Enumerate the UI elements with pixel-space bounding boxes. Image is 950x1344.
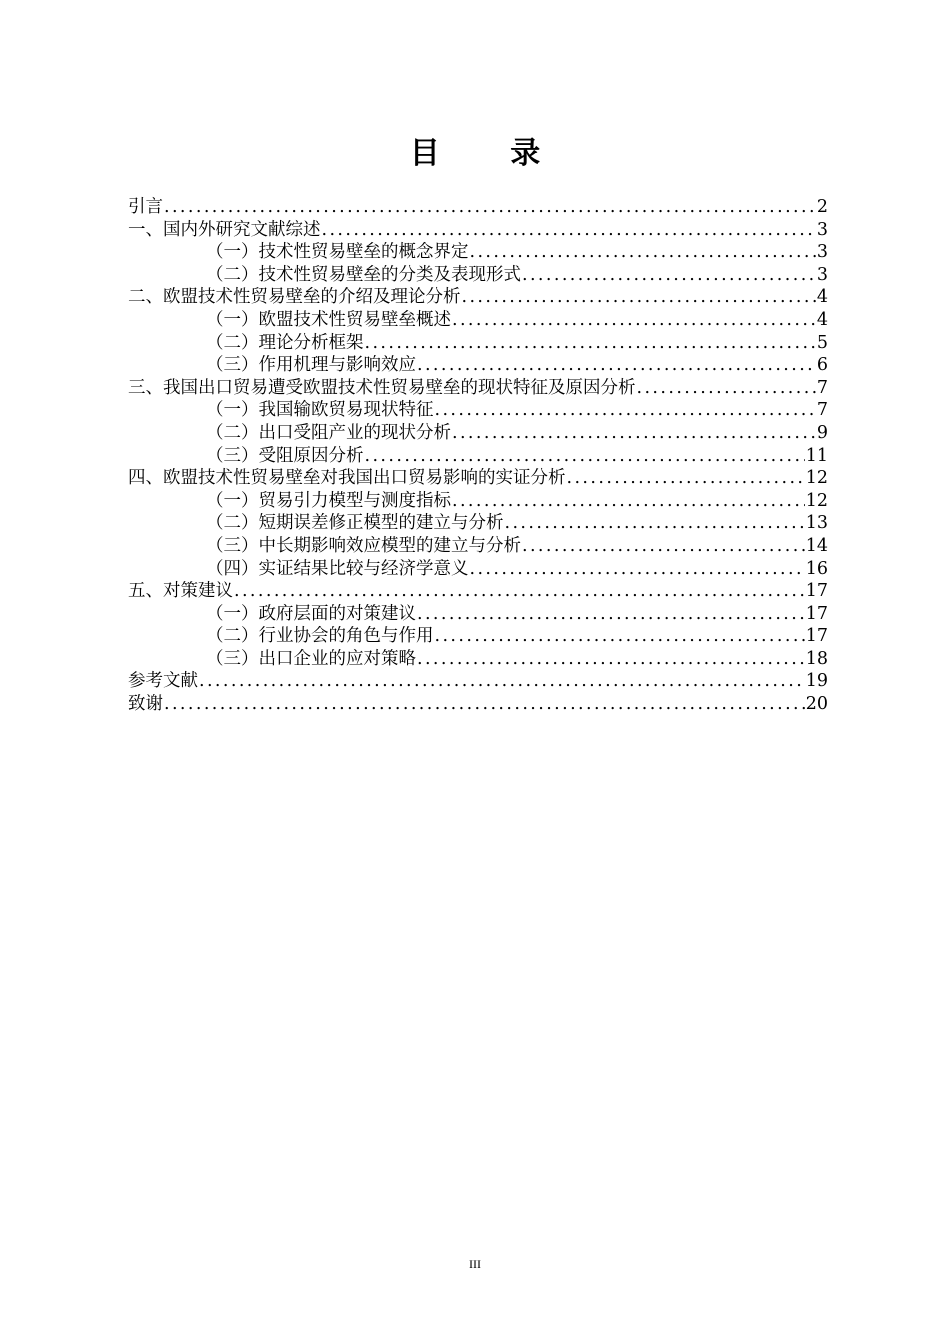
toc-entry-title: 出口企业的应对策略 bbox=[258, 648, 416, 669]
toc-entry-page: 2 bbox=[816, 197, 828, 217]
toc-dot-leader bbox=[452, 490, 805, 513]
toc-dot-leader bbox=[505, 512, 805, 535]
toc-entry-number: （一） bbox=[206, 242, 259, 263]
toc-entry-title: 中长期影响效应模型的建立与分析 bbox=[258, 535, 521, 556]
toc-dot-leader bbox=[417, 648, 805, 671]
toc-entry-number: （四） bbox=[206, 558, 259, 579]
toc-entry-page: 17 bbox=[805, 603, 828, 624]
toc-entry[interactable] bbox=[128, 490, 828, 513]
toc-entry-title: 欧盟技术性贸易壁垒的介绍及理论分析 bbox=[163, 287, 461, 308]
toc-entry-page: 3 bbox=[816, 219, 828, 240]
toc-entry-page: 7 bbox=[816, 400, 828, 421]
toc-dot-leader bbox=[462, 286, 816, 309]
toc-entry[interactable] bbox=[128, 309, 828, 332]
toc-entry[interactable] bbox=[128, 399, 828, 422]
toc-dot-leader bbox=[567, 467, 805, 490]
toc-dot-leader bbox=[365, 332, 816, 355]
toc-entry-title: 技术性贸易壁垒的分类及表现形式 bbox=[258, 264, 521, 285]
toc-entry-title: 受阻原因分析 bbox=[258, 445, 364, 466]
toc-title: 目 录 bbox=[409, 136, 571, 171]
toc-entry-number: （二） bbox=[206, 513, 259, 534]
toc-entry-title: 出口受阻产业的现状分析 bbox=[258, 422, 451, 443]
toc-entry[interactable] bbox=[128, 693, 828, 716]
toc-entry[interactable] bbox=[128, 648, 828, 671]
toc-entry-number: 四、 bbox=[128, 468, 163, 489]
toc-entry-number: （三） bbox=[206, 535, 259, 556]
toc-entry-page: 3 bbox=[816, 264, 828, 285]
toc-entry[interactable] bbox=[128, 332, 828, 355]
toc-entry-page: 16 bbox=[805, 558, 828, 579]
toc-entry-title: 引言 bbox=[128, 197, 163, 217]
toc-entry[interactable] bbox=[128, 196, 828, 219]
toc-entry[interactable] bbox=[128, 241, 828, 264]
toc-entry-page: 9 bbox=[816, 422, 828, 443]
toc-entry[interactable] bbox=[128, 467, 828, 490]
toc-entry-title: 行业协会的角色与作用 bbox=[258, 626, 434, 647]
toc-entry[interactable] bbox=[128, 670, 828, 693]
toc-entry-number: 五、 bbox=[128, 581, 163, 602]
toc-entry-page: 20 bbox=[805, 694, 828, 715]
toc-entry[interactable] bbox=[128, 603, 828, 626]
toc-entry-page: 17 bbox=[805, 626, 828, 647]
toc-entry-title: 技术性贸易壁垒的概念界定 bbox=[258, 242, 469, 263]
toc-entry-page: 5 bbox=[816, 332, 828, 353]
toc-entry-title: 作用机理与影响效应 bbox=[258, 355, 416, 376]
toc-entry[interactable] bbox=[128, 445, 828, 468]
toc-entry-title: 参考文献 bbox=[128, 671, 198, 692]
toc-entry-page: 11 bbox=[805, 445, 828, 466]
toc-entry-number: 二、 bbox=[128, 287, 163, 308]
toc-entry-title: 欧盟技术性贸易壁垒对我国出口贸易影响的实证分析 bbox=[163, 468, 566, 489]
toc-entry-title: 理论分析框架 bbox=[258, 332, 364, 353]
toc-entry[interactable] bbox=[128, 219, 828, 242]
toc-dot-leader bbox=[164, 693, 805, 716]
toc-dot-leader bbox=[199, 670, 805, 693]
toc-dot-leader bbox=[417, 354, 816, 377]
toc-entry-page: 4 bbox=[816, 287, 828, 308]
toc-entry-page: 6 bbox=[816, 355, 828, 376]
toc-entry-title: 欧盟技术性贸易壁垒概述 bbox=[258, 309, 451, 330]
toc-entry-title: 实证结果比较与经济学意义 bbox=[258, 558, 469, 579]
toc-dot-leader bbox=[470, 558, 805, 581]
toc-dot-leader bbox=[365, 445, 805, 468]
toc-entry-number: （一） bbox=[206, 490, 259, 511]
toc-dot-leader bbox=[417, 603, 805, 626]
toc-entry-number: （三） bbox=[206, 445, 259, 466]
toc-dot-leader bbox=[452, 422, 816, 445]
toc-dot-leader bbox=[435, 625, 805, 648]
toc-entry[interactable] bbox=[128, 625, 828, 648]
toc-dot-leader bbox=[435, 399, 816, 422]
toc-dot-leader bbox=[522, 535, 805, 558]
toc-entry[interactable] bbox=[128, 377, 828, 400]
toc-entry[interactable] bbox=[128, 354, 828, 377]
toc-entry-page: 12 bbox=[805, 468, 828, 489]
toc-entry[interactable] bbox=[128, 286, 828, 309]
toc-entry-page: 18 bbox=[805, 648, 828, 669]
toc-entry-title: 短期误差修正模型的建立与分析 bbox=[258, 513, 504, 534]
toc-entry-page: 13 bbox=[805, 513, 828, 534]
toc-dot-leader bbox=[164, 196, 816, 219]
toc-entry-page: 14 bbox=[805, 535, 828, 556]
toc-entry-number: （二） bbox=[206, 332, 259, 353]
toc-entry-number: （二） bbox=[206, 264, 259, 285]
toc-entry-number: 三、 bbox=[128, 377, 163, 398]
toc-entry-title: 致谢 bbox=[128, 694, 163, 715]
page-number: III bbox=[469, 1257, 481, 1271]
toc-entry-page: 12 bbox=[805, 490, 828, 511]
toc-entry-number: （二） bbox=[206, 626, 259, 647]
toc-entry-number: （三） bbox=[206, 648, 259, 669]
table-of-contents bbox=[128, 196, 828, 716]
toc-dot-leader bbox=[234, 580, 805, 603]
toc-entry-page: 4 bbox=[816, 309, 828, 330]
toc-entry-title: 国内外研究文献综述 bbox=[163, 219, 321, 240]
toc-entry-page: 3 bbox=[816, 242, 828, 263]
toc-entry-title: 对策建议 bbox=[163, 581, 233, 602]
toc-entry-number: （二） bbox=[206, 422, 259, 443]
toc-entry[interactable] bbox=[128, 580, 828, 603]
toc-entry-title: 我国出口贸易遭受欧盟技术性贸易壁垒的现状特征及原因分析 bbox=[163, 377, 636, 398]
toc-entry-page: 7 bbox=[816, 377, 828, 398]
toc-entry-title: 政府层面的对策建议 bbox=[258, 603, 416, 624]
toc-entry[interactable] bbox=[128, 535, 828, 558]
toc-dot-leader bbox=[452, 309, 816, 332]
toc-dot-leader bbox=[470, 241, 816, 264]
toc-entry-page: 19 bbox=[805, 671, 828, 692]
toc-entry-number: 一、 bbox=[128, 219, 163, 240]
toc-entry-number: （一） bbox=[206, 400, 259, 421]
toc-entry-number: （一） bbox=[206, 603, 259, 624]
toc-entry[interactable] bbox=[128, 264, 828, 287]
toc-entry[interactable] bbox=[128, 558, 828, 581]
toc-entry[interactable] bbox=[128, 512, 828, 535]
toc-dot-leader bbox=[322, 219, 816, 242]
toc-entry[interactable] bbox=[128, 422, 828, 445]
toc-entry-title: 我国输欧贸易现状特征 bbox=[258, 400, 434, 421]
toc-entry-number: （一） bbox=[206, 309, 259, 330]
toc-entry-page: 17 bbox=[805, 581, 828, 602]
toc-dot-leader bbox=[637, 377, 816, 400]
toc-entry-number: （三） bbox=[206, 355, 259, 376]
toc-entry-title: 贸易引力模型与测度指标 bbox=[258, 490, 451, 511]
toc-dot-leader bbox=[522, 264, 816, 287]
